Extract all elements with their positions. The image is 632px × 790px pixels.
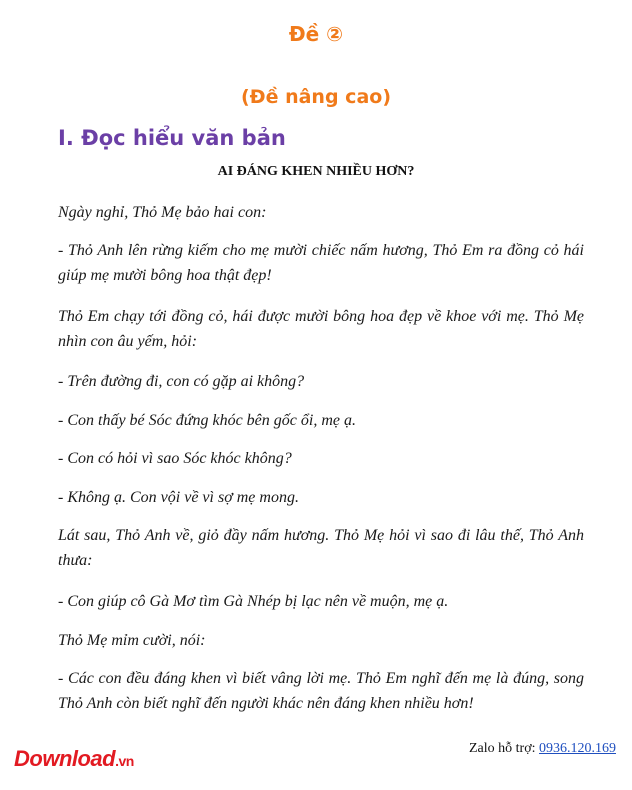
logo-suffix-text: .vn	[115, 753, 134, 769]
support-label: Zalo hỗ trợ:	[469, 741, 539, 756]
section-heading: I. Đọc hiểu văn bản	[58, 126, 286, 150]
story-paragraph: - Trên đường đi, con có gặp ai không?	[58, 373, 305, 390]
story-paragraph: Ngày nghỉ, Thỏ Mẹ bảo hai con:	[58, 204, 267, 221]
logo-main-text: Download	[14, 746, 116, 771]
story-paragraph: Thỏ Mẹ mỉm cười, nói:	[58, 632, 206, 649]
exam-title: Đề ②	[288, 22, 344, 46]
story-paragraph: - Con thấy bé Sóc đứng khóc bên gốc ổi, mẹ ạ.	[58, 412, 356, 429]
exam-subtitle: (Đề nâng cao)	[240, 86, 391, 108]
story-paragraph: - Thỏ Anh lên rừng kiếm cho mẹ mười chiếc nấm hương, Thỏ Em ra đồng cỏ hái giúp mẹ mười bông hoa thật đẹp!	[58, 242, 584, 284]
support-phone-link[interactable]: 0936.120.169	[539, 741, 616, 756]
support-contact	[469, 741, 616, 757]
story-paragraph: Lát sau, Thỏ Anh về, giỏ đầy nấm hương. Thỏ Mẹ hỏi vì sao đi lâu thế, Thỏ Anh thưa:	[58, 527, 584, 569]
story-paragraph: - Không ạ. Con vội về vì sợ mẹ mong.	[58, 489, 299, 506]
story-paragraph: - Con giúp cô Gà Mơ tìm Gà Nhép bị lạc nên về muộn, mẹ ạ.	[58, 593, 449, 610]
download-vn-logo[interactable]	[14, 746, 134, 772]
story-paragraph: - Con có hỏi vì sao Sóc khóc không?	[58, 450, 292, 467]
story-title: AI ĐÁNG KHEN NHIỀU HƠN?	[217, 164, 415, 179]
story-paragraph: Thỏ Em chạy tới đồng cỏ, hái được mười bông hoa đẹp về khoe với mẹ. Thỏ Mẹ nhìn con âu yếm, hỏi:	[58, 308, 584, 350]
story-paragraph: - Các con đều đáng khen vì biết vâng lời mẹ. Thỏ Em nghĩ đến mẹ là đúng, song Thỏ Anh còn biết nghĩ đến người khác nên đáng khen nhiều hơn!	[58, 670, 584, 712]
